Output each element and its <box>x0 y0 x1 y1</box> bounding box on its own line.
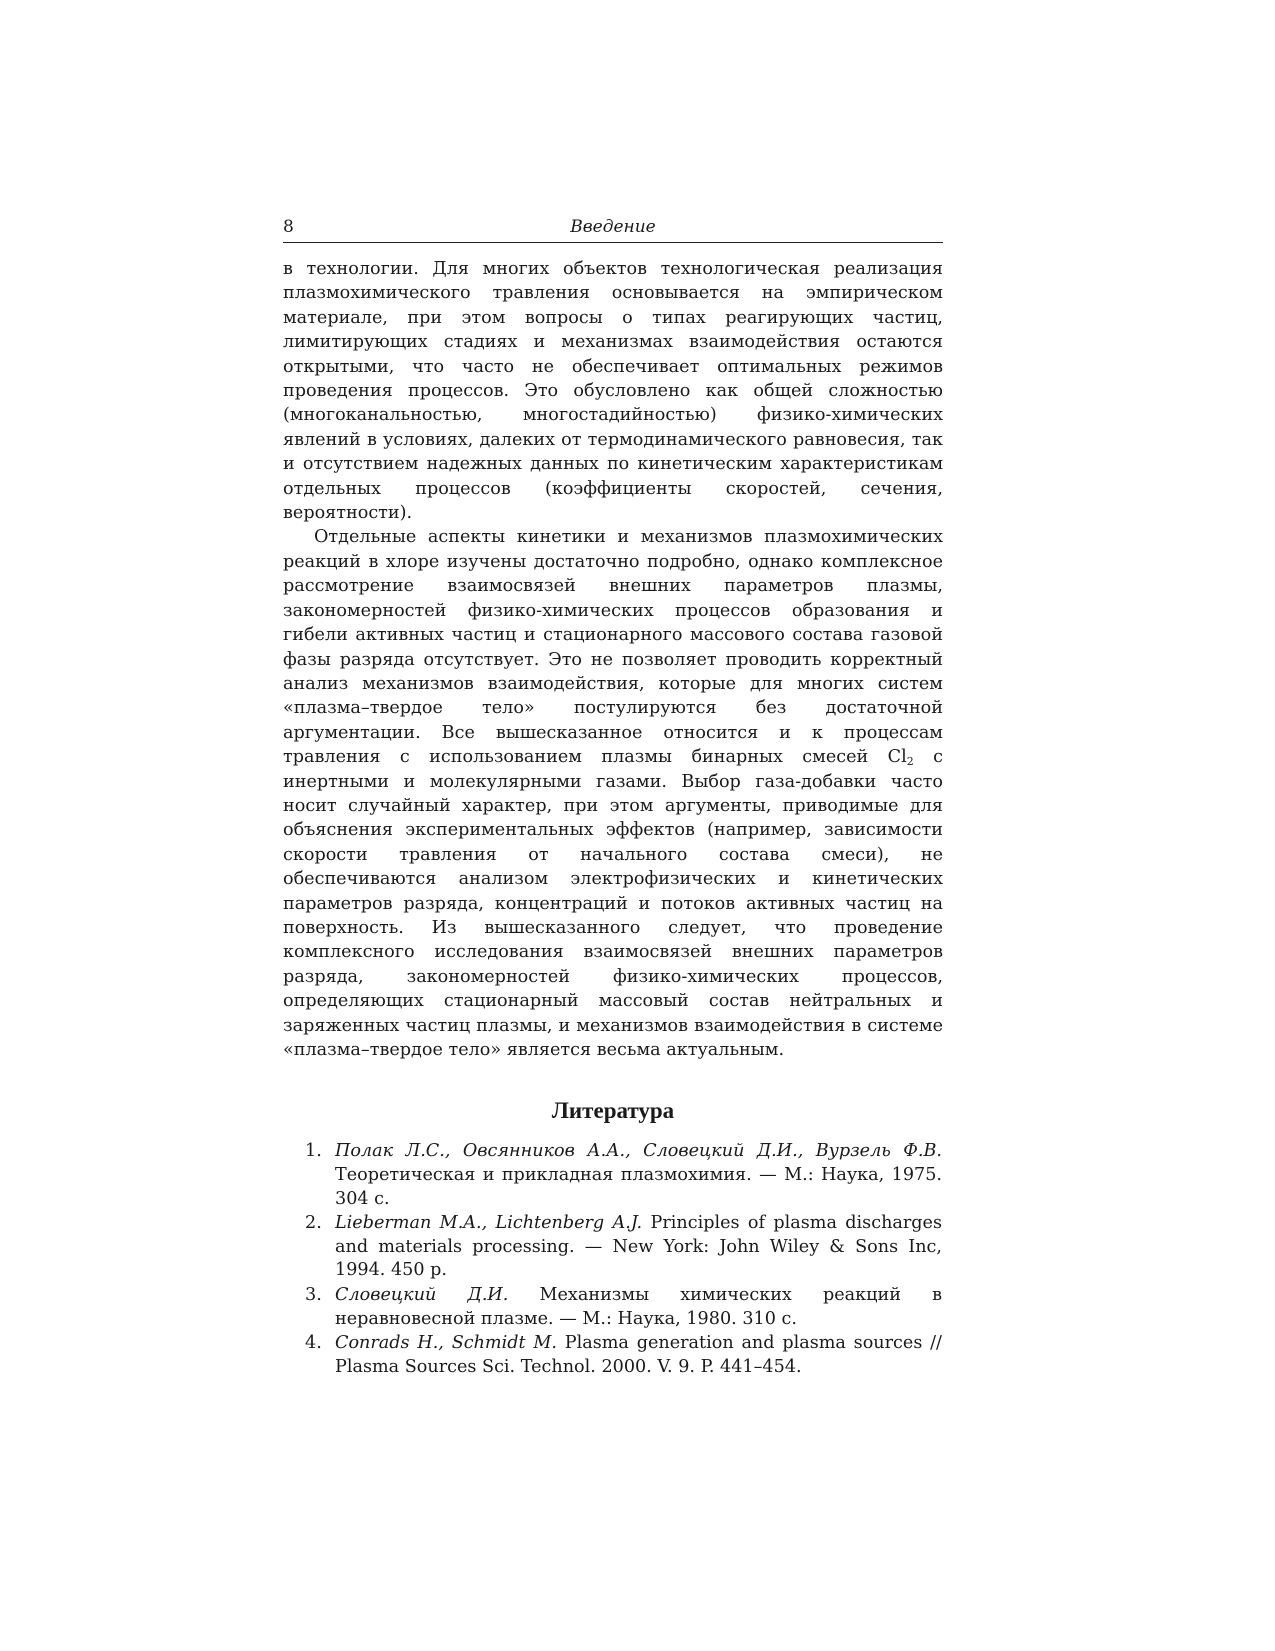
reference-item <box>283 1332 943 1379</box>
body-text <box>283 257 943 1062</box>
paragraph-2 <box>283 525 943 1062</box>
reference-text: Механизмы химических реакций в неравновесной плазме. — М.: Наука, 1980. 310 с. <box>335 1284 942 1329</box>
reference-text: Principles of plasma discharges and materials processing. — New York: John Wiley & Sons Inc, 1994. 450 p. <box>335 1213 942 1281</box>
paragraph-2-text-end: с инертными и молекулярными газами. Выбор газа-добавки часто носит случайный характер, при этом аргументы, приводимые для объяснения экспериментальных эффектов (например, зависимости скорости травления от начального состава смеси), не обеспечиваются анализом электрофизических и кинетических параметров разряда, концентраций и потоков активных частиц на поверхность. Из вышесказанного следует, что проведение комплексного исследования взаимосвязей внешних параметров разряда, закономерностей физико-химических процессов, определяющих стационарный массовый состав нейтральных и заряженных частиц плазмы, и механизмов взаимодействия в системе «плазма–твердое тело» является весьма актуальным. <box>283 747 943 1060</box>
running-title: Введение <box>570 217 656 237</box>
reference-item <box>283 1212 943 1283</box>
page-number: 8 <box>283 217 294 237</box>
reference-authors: Conrads H., Schmidt M. <box>335 1333 557 1354</box>
reference-number: 4. <box>305 1333 322 1354</box>
reference-number: 2. <box>305 1213 322 1234</box>
paragraph-1-text: в технологии. Для многих объектов технологическая реализация плазмохимического травления основывается на эмпирическом материале, при этом вопросы о типах реагирующих частиц, лимитирующих стадиях и механизмах взаимодействия остаются открытыми, что часто не обеспечивает оптимальных режимов проведения процессов. Это обусловлено как общей сложностью (многоканальностью, многостадийностью) физико-химических явлений в условиях, далеких от термодинамического равновесия, так и отсутствием надежных данных по кинетическим характеристикам отдельных процессов (коэффициенты скоростей, сечения, вероятности). <box>283 259 943 524</box>
reference-item <box>283 1140 943 1211</box>
book-page <box>283 215 943 1380</box>
reference-item <box>283 1284 943 1331</box>
paragraph-2-text-start: Отдельные аспекты кинетики и механизмов плазмохимических реакций в хлоре изучены достаточно подробно, однако комплексное рассмотрение взаимосвязей внешних параметров плазмы, закономерностей физико-химических процессов образования и гибели активных частиц и стационарного массового состава газовой фазы разряда отсутствует. Это не позволяет проводить корректный анализ механизмов взаимодействия, которые для многих систем «плазма–твердое тело» постулируются без достаточной аргументации. Все вышесказанное относится и к процессам травления с использованием плазмы бинарных смесей Cl <box>283 527 943 768</box>
references-heading: Литература <box>551 1098 675 1124</box>
reference-authors: Словецкий Д.И. <box>335 1284 509 1305</box>
reference-authors: Полак Л.С., Овсянников А.А., Словецкий Д.И., Вурзель Ф.В. <box>335 1141 942 1162</box>
references-list <box>283 1140 943 1379</box>
reference-text: Теоретическая и прикладная плазмохимия. — М.: Наука, 1975. 304 с. <box>335 1165 942 1209</box>
chlorine-subscript: 2 <box>906 755 914 769</box>
running-head <box>283 215 943 243</box>
reference-text: Plasma generation and plasma sources // Plasma Sources Sci. Technol. 2000. V. 9. P. 441–454. <box>335 1333 942 1377</box>
reference-authors: Lieberman M.A., Lichtenberg A.J. <box>335 1213 643 1234</box>
reference-number: 1. <box>305 1141 322 1162</box>
reference-number: 3. <box>305 1284 322 1305</box>
paragraph-1 <box>283 257 943 525</box>
